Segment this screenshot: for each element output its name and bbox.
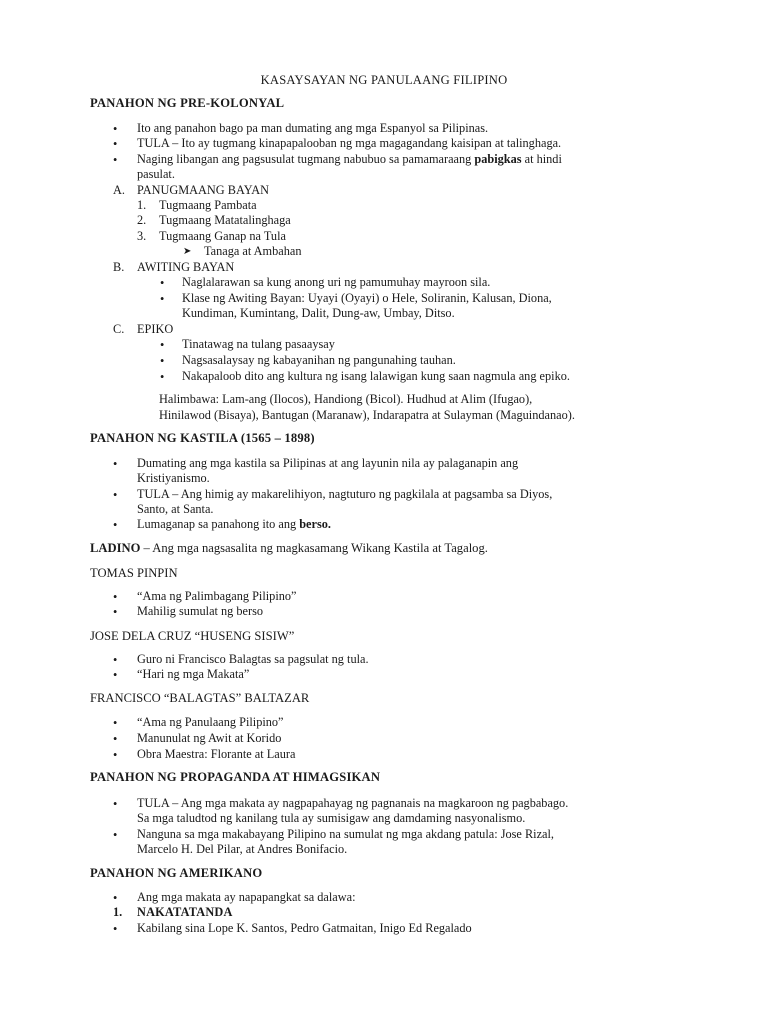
list-item: TULA – Ito ay tugmang kinapapalooban ng mga magagandang kaisipan at talinghaga. xyxy=(137,136,562,150)
subheading-panugmaang-bayan: PANUGMAANG BAYAN xyxy=(137,183,269,197)
bullet-icon: • xyxy=(113,122,118,136)
outline-letter: B. xyxy=(113,260,125,274)
bullet-icon: • xyxy=(113,716,118,730)
list-item: Mahilig sumulat ng berso xyxy=(137,604,264,618)
list-item: Klase ng Awiting Bayan: Uyayi (Oyayi) o Hele, Soliranin, Kalusan, Diona, xyxy=(182,291,552,305)
list-item: Ang mga makata ay napapangkat sa dalawa: xyxy=(137,890,356,904)
list-item: Ito ang panahon bago pa man dumating ang mga Espanyol sa Pilipinas. xyxy=(137,121,489,135)
list-item: Lumaganap sa panahong ito ang berso. xyxy=(137,517,331,531)
list-item-continuation: Sa mga taludtod ng kanilang tula ay sumisigaw ang damdaming nasyonalismo. xyxy=(137,811,526,825)
heading-tomas-pinpin: TOMAS PINPIN xyxy=(90,566,178,580)
bullet-icon: • xyxy=(113,605,118,619)
bullet-icon: • xyxy=(113,488,118,502)
list-number: 2. xyxy=(137,213,147,227)
example-text: Hinilawod (Bisaya), Bantugan (Maranaw), Indarapatra at Sulayman (Maguindanao). xyxy=(159,408,575,422)
list-item: Tinatawag na tulang pasaaysay xyxy=(182,337,335,351)
list-item: Naglalarawan sa kung anong uri ng pamumuhay mayroon sila. xyxy=(182,275,491,289)
list-item: “Hari ng mga Makata” xyxy=(137,667,250,681)
ladino-definition: LADINO – Ang mga nagsasalita ng magkasamang Wikang Kastila at Tagalog. xyxy=(90,541,488,555)
list-item: Obra Maestra: Florante at Laura xyxy=(137,747,296,761)
bullet-icon: • xyxy=(113,590,118,604)
list-number: 3. xyxy=(137,229,147,243)
bullet-icon: • xyxy=(113,153,118,167)
bullet-icon: • xyxy=(113,922,118,936)
bullet-icon: • xyxy=(113,518,118,532)
list-item: Guro ni Francisco Balagtas sa pagsulat ng tula. xyxy=(137,652,369,666)
list-item-continuation: Kristiyanismo. xyxy=(137,471,210,485)
list-item: Tanaga at Ambahan xyxy=(204,244,302,258)
heading-pre-kolonyal: PANAHON NG PRE-KOLONYAL xyxy=(90,96,285,110)
outline-letter: A. xyxy=(113,183,125,197)
example-text: Halimbawa: Lam-ang (Ilocos), Handiong (Bicol). Hudhud at Alim (Ifugao), xyxy=(159,392,533,406)
heading-kastila: PANAHON NG KASTILA (1565 – 1898) xyxy=(90,431,315,445)
bullet-icon: • xyxy=(113,668,118,682)
list-item: Dumating ang mga kastila sa Pilipinas at ang layunin nila ay palaganapin ang xyxy=(137,456,519,470)
bullet-icon: • xyxy=(113,828,118,842)
list-item: Nanguna sa mga makabayang Pilipino na sumulat ng mga akdang patula: Jose Rizal, xyxy=(137,827,554,841)
heading-propaganda: PANAHON NG PROPAGANDA AT HIMAGSIKAN xyxy=(90,770,381,784)
list-item: Tugmaang Matatalinghaga xyxy=(159,213,291,227)
bullet-icon: • xyxy=(113,137,118,151)
heading-amerikano: PANAHON NG AMERIKANO xyxy=(90,866,263,880)
list-item: “Ama ng Panulaang Pilipino” xyxy=(137,715,284,729)
bullet-icon: • xyxy=(113,732,118,746)
list-item: “Ama ng Palimbagang Pilipino” xyxy=(137,589,297,603)
document-title: KASAYSAYAN NG PANULAANG FILIPINO xyxy=(260,73,508,87)
bullet-icon: • xyxy=(160,276,165,290)
bullet-icon: • xyxy=(113,457,118,471)
list-number: 1. xyxy=(137,198,147,212)
list-item: Nakapaloob dito ang kultura ng isang lalawigan kung saan nagmula ang epiko. xyxy=(182,369,570,383)
arrow-bullet-icon: ➤ xyxy=(183,246,192,257)
list-item-continuation: pasulat. xyxy=(137,167,175,181)
list-item: Kabilang sina Lope K. Santos, Pedro Gatmaitan, Inigo Ed Regalado xyxy=(137,921,472,935)
bullet-icon: • xyxy=(160,338,165,352)
heading-jose-dela-cruz: JOSE DELA CRUZ “HUSENG SISIW” xyxy=(90,629,295,643)
list-item: Tugmaang Pambata xyxy=(159,198,257,212)
list-item-continuation: Kundiman, Kumintang, Dalit, Dung-aw, Umbay, Ditso. xyxy=(182,306,455,320)
bullet-icon: • xyxy=(160,370,165,384)
bullet-icon: • xyxy=(113,653,118,667)
list-item: Manunulat ng Awit at Korido xyxy=(137,731,282,745)
bullet-icon: • xyxy=(113,797,118,811)
subheading-epiko: EPIKO xyxy=(137,322,174,336)
list-item: TULA – Ang himig ay makarelihiyon, nagtuturo ng pagkilala at pagsamba sa Diyos, xyxy=(137,487,553,501)
subheading-nakatatanda: NAKATATANDA xyxy=(137,905,233,919)
bullet-icon: • xyxy=(113,748,118,762)
list-item-continuation: Marcelo H. Del Pilar, at Andres Bonifacio. xyxy=(137,842,348,856)
bullet-icon: • xyxy=(113,891,118,905)
subheading-awiting-bayan: AWITING BAYAN xyxy=(137,260,235,274)
bullet-icon: • xyxy=(160,354,165,368)
list-item-continuation: Santo, at Santa. xyxy=(137,502,214,516)
list-item: Naging libangan ang pagsusulat tugmang nabubuo sa pamamaraang pabigkas at hindi xyxy=(137,152,562,166)
list-number: 1. xyxy=(113,905,123,919)
list-item: Tugmaang Ganap na Tula xyxy=(159,229,286,243)
outline-letter: C. xyxy=(113,322,125,336)
list-item: Nagsasalaysay ng kabayanihan ng pangunahing tauhan. xyxy=(182,353,456,367)
heading-francisco-balagtas: FRANCISCO “BALAGTAS” BALTAZAR xyxy=(90,691,310,705)
list-item: TULA – Ang mga makata ay nagpapahayag ng pagnanais na magkaroon ng pagbabago. xyxy=(137,796,569,810)
bullet-icon: • xyxy=(160,292,165,306)
